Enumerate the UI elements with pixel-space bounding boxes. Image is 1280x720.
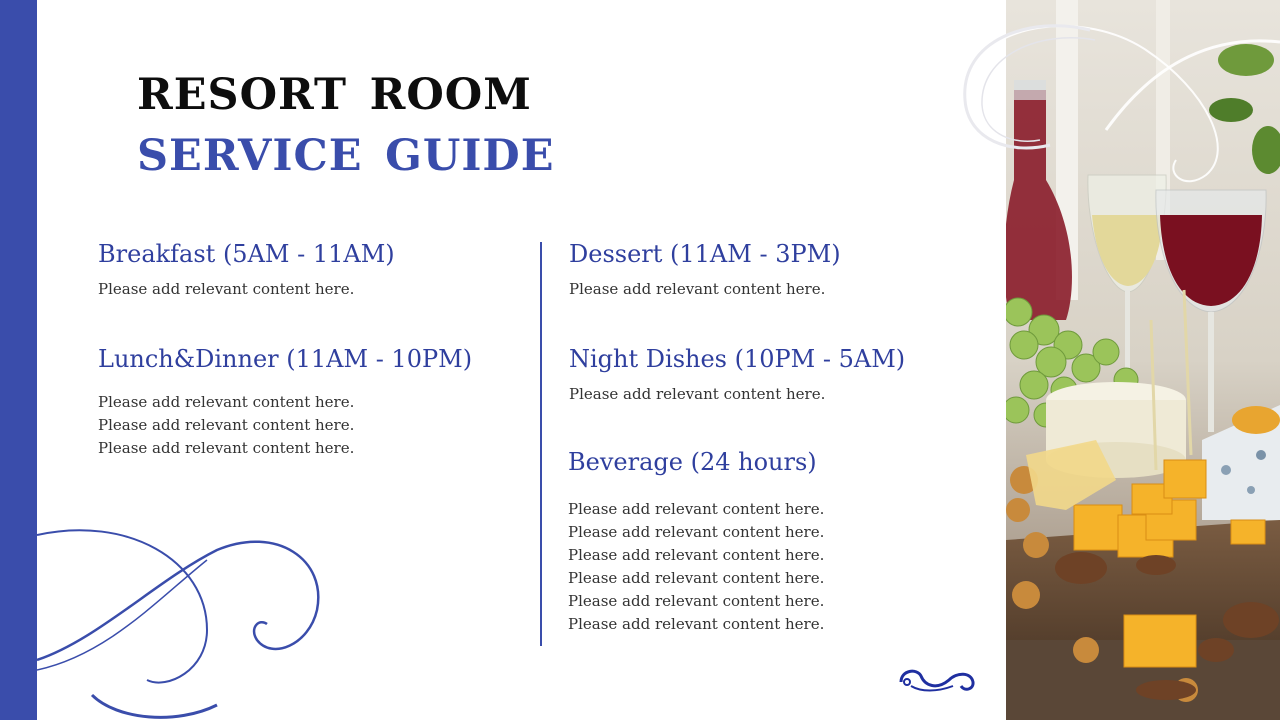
section-lunch-dinner — [98, 345, 472, 460]
section-text: Please add relevant content here. — [98, 280, 355, 298]
section-text: Please add relevant content here. — [568, 615, 825, 633]
small-swirl-icon — [897, 662, 977, 696]
section-text: Please add relevant content here. — [568, 500, 825, 518]
left-accent-bar — [0, 0, 37, 720]
section-text: Please add relevant content here. — [568, 523, 825, 541]
section-text: Please add relevant content here. — [98, 393, 355, 411]
slide-content — [37, 0, 1006, 720]
section-heading: Beverage (24 hours) — [568, 448, 817, 476]
title-line-2: service guide — [137, 112, 555, 185]
section-text: Please add relevant content here. — [98, 416, 355, 434]
swirl-flourish-icon — [37, 520, 337, 720]
section-dessert — [569, 240, 841, 301]
section-text: Please add relevant content here. — [98, 439, 355, 457]
title-line-1: resort room — [137, 51, 532, 124]
section-heading: Lunch&Dinner (11AM - 10PM) — [98, 345, 473, 373]
section-text: Please add relevant content here. — [568, 546, 825, 564]
section-night-dishes — [569, 345, 905, 406]
section-breakfast — [98, 240, 395, 301]
section-heading: Breakfast (5AM - 11AM) — [98, 240, 395, 268]
section-heading: Night Dishes (10PM - 5AM) — [569, 345, 906, 373]
section-text: Please add relevant content here. — [569, 280, 826, 298]
section-beverage — [568, 448, 824, 636]
section-text: Please add relevant content here. — [569, 385, 826, 403]
column-divider — [540, 242, 542, 646]
section-heading: Dessert (11AM - 3PM) — [569, 240, 841, 268]
white-swirl-icon — [960, 20, 1100, 170]
section-text: Please add relevant content here. — [568, 592, 825, 610]
page-title — [137, 51, 555, 185]
section-text: Please add relevant content here. — [568, 569, 825, 587]
